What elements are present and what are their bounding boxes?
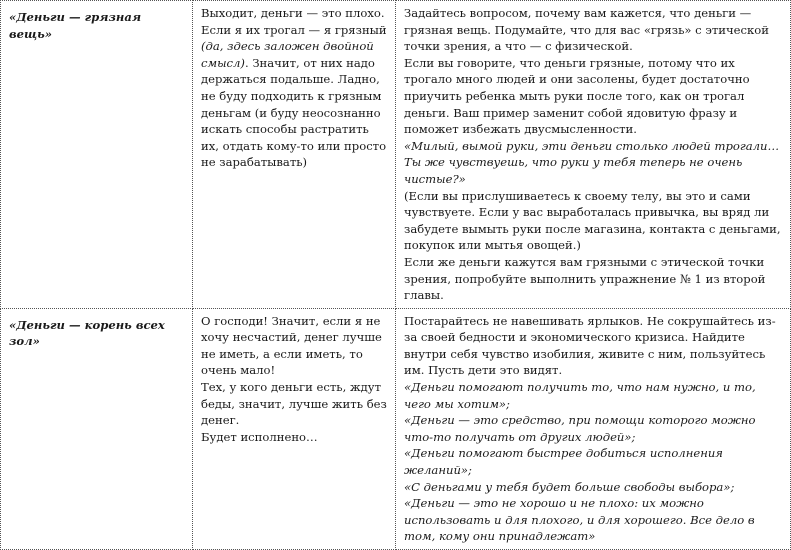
- table-row: [1, 1, 791, 309]
- thought-paragraph: Будет исполнено…: [201, 429, 318, 444]
- advice-quote: «Деньги помогают быстрее добиться исполнения желаний»;: [404, 446, 723, 478]
- advice-paragraph: Постарайтесь не навешивать ярлыков. Не сокрушайтесь из-за своей бедности и экономического кризиса. Найдите внутри себя чувство изобилия, живите с ним, пользуйтесь им. Пусть дети это видят.: [404, 313, 776, 378]
- advice-quote: «Деньги помогают получить то, что нам нужно, и то, чего мы хотим»;: [404, 380, 756, 411]
- advice-quote: «Деньги — это не хорошо и не плохо: их можно использовать и для плохого, и для хорошего. Все дело в том, кому они принадлежат»: [404, 496, 755, 544]
- advice-quote: «Милый, вымой руки, эти деньги столько людей трогали… Ты же чувствуешь, что руки у тебя теперь не очень чистые?»: [404, 138, 780, 186]
- advice-quote: «С деньгами у тебя будет больше свободы выбора»;: [404, 479, 735, 494]
- advice-paragraph: Если же деньги кажутся вам грязными с этической точки зрения, попробуйте выполнить упражнение № 1 из второй главы.: [404, 254, 766, 303]
- belief-label: «Деньги — грязная вещь»: [9, 10, 142, 41]
- thought-paragraph: О господи! Значит, если я не хочу несчастий, денег лучше не иметь, а если иметь, то очень мало!: [201, 313, 382, 378]
- thought-paragraph: Тех, у кого деньги есть, ждут беды, значит, лучше жить без денег.: [201, 380, 387, 428]
- child-thought-cell: [193, 308, 396, 549]
- thought-text: . Значит, от них надо держаться подальше. Ладно, не буду подходить к грязным деньгам (и буду неосознанно искать способы растратить их, отдать кому-то или просто не зарабатывать): [201, 55, 387, 170]
- table-row: [1, 308, 791, 549]
- thought-text-italic: (да, здесь заложен двойной смысл): [201, 39, 374, 70]
- advice-cell: [396, 1, 791, 309]
- belief-label-cell: [1, 1, 193, 309]
- advice-paragraph: (Если вы прислушиваетесь к своему телу, вы это и сами чувствуете. Если у вас выработалась привычка, вы вряд ли забудете вымыть руки после магазина, контакта с деньгами, покупок или мытья овощей.): [404, 188, 781, 253]
- thought-paragraph: [201, 5, 389, 171]
- belief-label-cell: [1, 308, 193, 549]
- child-thought-cell: [193, 1, 396, 309]
- thought-text: Выходит, деньги — это плохо. Если я их трогал — я грязный: [201, 6, 387, 37]
- advice-paragraph: Если вы говорите, что деньги грязные, потому что их трогало много людей и они засолены, будет достаточно приучить ребенка мыть руки после того, как он трогал деньги. Ваш пример заменит собой ядовитую фразу и поможет избежать двусмысленности.: [404, 55, 750, 137]
- belief-label: «Деньги — корень всех зол»: [9, 317, 165, 349]
- advice-paragraph: Задайтесь вопросом, почему вам кажется, что деньги — грязная вещь. Подумайте, что для вас «грязь» с этической точки зрения, а что — с физической.: [404, 6, 769, 54]
- advice-cell: [396, 308, 791, 549]
- advice-quote: «Деньги — это средство, при помощи которого можно что-то получать от других людей»;: [404, 413, 756, 444]
